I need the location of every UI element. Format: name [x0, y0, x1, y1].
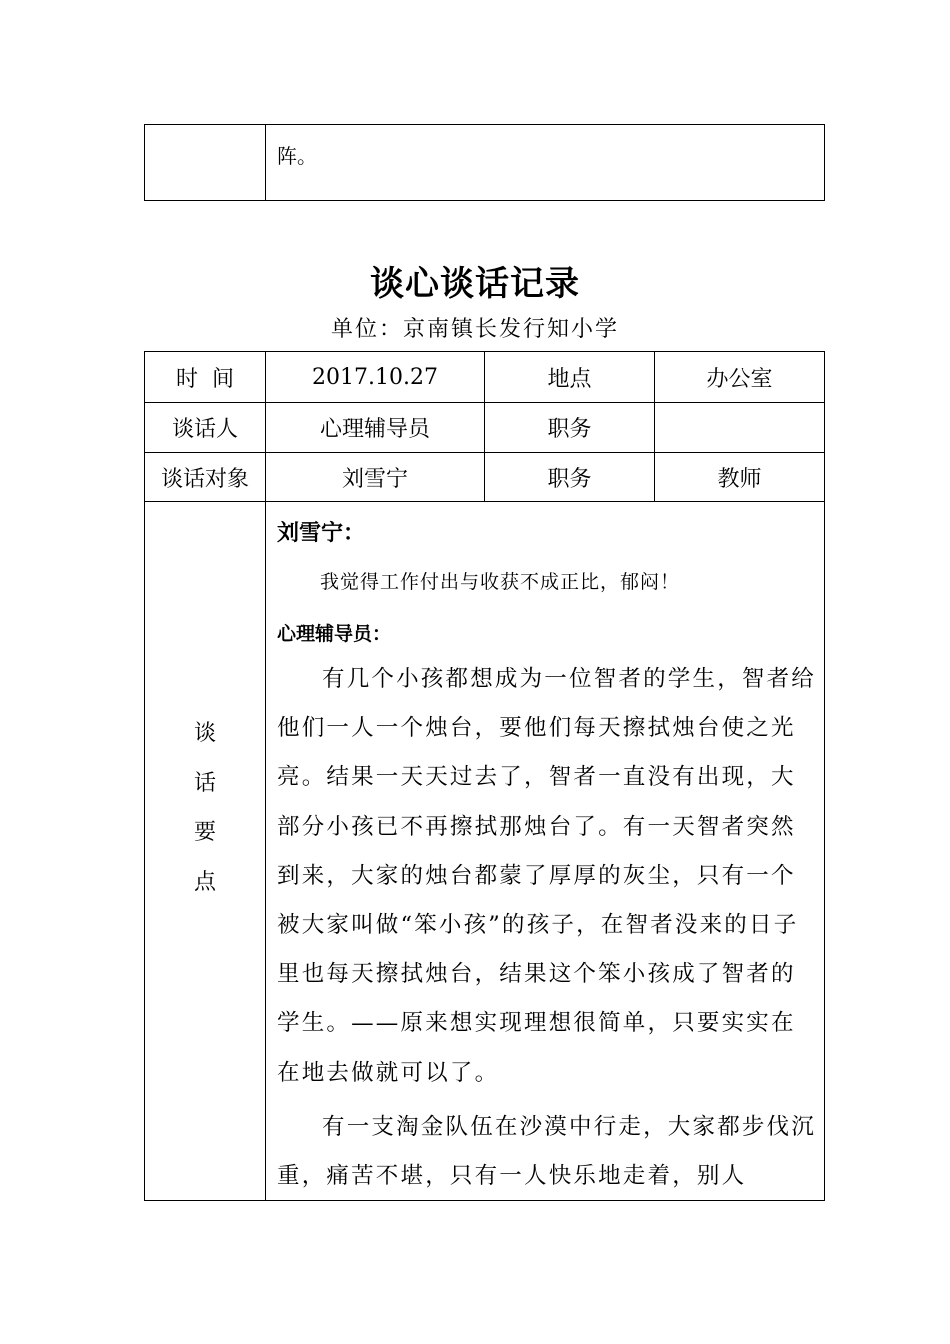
position-label: 职务 — [547, 466, 592, 492]
story-paragraph: 有一支淘金队伍在沙漠中行走，大家都步伐沉重，痛苦不堪，只有一人快乐地走着，别人 — [277, 1114, 817, 1190]
location-value: 办公室 — [706, 366, 773, 392]
statement: 我觉得工作付出与收获不成正比，郁闷！ — [320, 571, 681, 593]
story-paragraph: 有几个小孩都想成为一位智者的学生，智者给他们一人一个烛台，要他们每天擦拭烛台使之光亮。结果一天天过去了，智者一直没有出现，大部分小孩已不再擦拭那烛台了。有一天智者突然到来，大家的烛台都蒙了厚厚的灰尘，只有一个被大家叫做“笨小孩”的孩子，在智者没来的日子里也每天擦拭烛台，结果这个笨小孩成了智者的学生。——原来想实现理想很简单，只要实实在在地去做就可以了。 — [277, 666, 817, 1086]
interviewer-label: 谈话人 — [171, 417, 238, 442]
position-value: 教师 — [717, 466, 762, 492]
interviewer-value: 心理辅导员 — [319, 417, 430, 442]
position-value — [655, 403, 824, 452]
record-unit: 单位：京南镇长发行知小学 — [330, 317, 619, 342]
record-title: 谈心谈话记录 — [370, 264, 580, 304]
points-label-char: 话 — [193, 771, 216, 796]
interviewee-label: 谈话对象 — [160, 466, 249, 492]
points-label-char: 谈 — [193, 721, 216, 746]
location-label: 地点 — [547, 366, 592, 392]
time-value: 2017.10.27 — [312, 364, 438, 390]
position-label: 职务 — [547, 417, 592, 442]
continuation-divider — [265, 124, 266, 201]
speaker-name: 刘雪宁： — [277, 521, 366, 546]
interviewee-value: 刘雪宁 — [341, 466, 408, 492]
time-label: 时 间 — [176, 366, 234, 392]
points-label-char: 点 — [193, 870, 216, 895]
speaker-name: 心理辅导员： — [277, 623, 392, 645]
continuation-table — [144, 124, 825, 201]
continuation-text: 阵。 — [277, 144, 317, 168]
points-label-char: 要 — [193, 820, 216, 845]
